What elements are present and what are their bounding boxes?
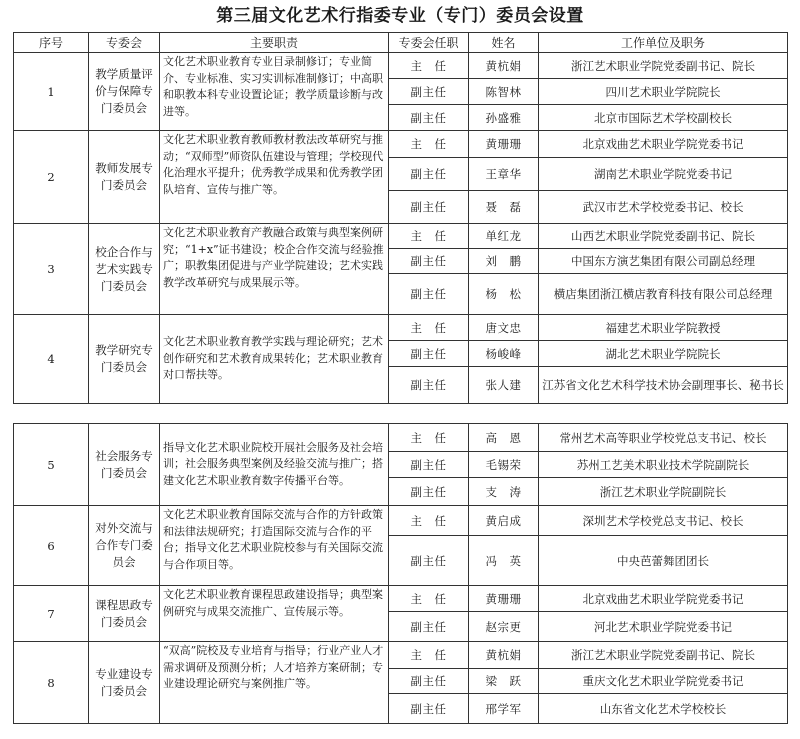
member-organization: 重庆文化艺术职业学院党委书记 xyxy=(539,669,788,694)
member-position: 主 任 xyxy=(389,424,469,452)
member-name: 黄珊珊 xyxy=(469,131,539,158)
member-name: 唐文忠 xyxy=(469,315,539,341)
committee-number: 1 xyxy=(14,53,89,131)
member-position: 副主任 xyxy=(389,158,469,191)
table-row xyxy=(14,53,788,79)
committee-name: 教学质量评价与保障专门委员会 xyxy=(89,53,160,131)
member-organization: 中央芭蕾舞团团长 xyxy=(539,536,788,586)
committee-duties: 文化艺术职业教育专业目录制修订；专业简介、专业标准、实习实训标准制修订；中高职和职教本科专业设置论证；教学质量诊断与改进等。 xyxy=(160,53,389,131)
member-name: 邢学军 xyxy=(469,694,539,724)
member-organization: 江苏省文化艺术科学技术协会副理事长、秘书长 xyxy=(539,367,788,404)
header-name: 姓名 xyxy=(469,33,539,53)
committee-name: 校企合作与艺术实践专门委员会 xyxy=(89,224,160,315)
member-name: 王章华 xyxy=(469,158,539,191)
member-position: 副主任 xyxy=(389,612,469,642)
member-position: 主 任 xyxy=(389,315,469,341)
member-position: 副主任 xyxy=(389,79,469,105)
member-position: 主 任 xyxy=(389,224,469,249)
member-name: 单红龙 xyxy=(469,224,539,249)
table-row xyxy=(14,131,788,158)
member-position: 副主任 xyxy=(389,669,469,694)
member-position: 副主任 xyxy=(389,694,469,724)
member-position: 副主任 xyxy=(389,452,469,478)
committee-number: 2 xyxy=(14,131,89,224)
member-name: 刘 鹏 xyxy=(469,249,539,274)
member-position: 主 任 xyxy=(389,131,469,158)
committee-duties: 指导文化艺术职业院校开展社会服务及社会培训；社会服务典型案例及经验交流与推广；搭建文化艺术职业教育数字传播平台等。 xyxy=(160,424,389,506)
committee-name: 教学研究专门委员会 xyxy=(89,315,160,404)
member-organization: 河北艺术职业学院党委书记 xyxy=(539,612,788,642)
member-position: 副主任 xyxy=(389,274,469,315)
committee-duties: 文化艺术职业教育课程思政建设指导；典型案例研究与成果交流推广、宣传展示等。 xyxy=(160,586,389,642)
member-name: 毛锡荣 xyxy=(469,452,539,478)
header-organization: 工作单位及职务 xyxy=(539,33,788,53)
header-duties: 主要职责 xyxy=(160,33,389,53)
member-position: 副主任 xyxy=(389,478,469,506)
member-organization: 深圳艺术学校党总支书记、校长 xyxy=(539,506,788,536)
committee-name: 专业建设专门委员会 xyxy=(89,642,160,724)
member-organization: 浙江艺术职业学院党委副书记、院长 xyxy=(539,642,788,669)
member-name: 杨峻峰 xyxy=(469,341,539,367)
member-organization: 浙江艺术职业学院党委副书记、院长 xyxy=(539,53,788,79)
table-row xyxy=(14,424,788,452)
table-row xyxy=(14,224,788,249)
member-position: 主 任 xyxy=(389,586,469,612)
member-position: 副主任 xyxy=(389,105,469,131)
committee-duties: 文化艺术职业教育产教融合政策与典型案例研究；“1+x”证书建设；校企合作交流与经验推广；职教集团促进与产业学院建设；艺术实践教学改革研究与成果展示等。 xyxy=(160,224,389,315)
member-name: 黄杭娟 xyxy=(469,53,539,79)
member-name: 聂 磊 xyxy=(469,191,539,224)
member-name: 孙盛雅 xyxy=(469,105,539,131)
member-organization: 北京市国际艺术学校副校长 xyxy=(539,105,788,131)
header-committee: 专委会 xyxy=(89,33,160,53)
committee-duties: 文化艺术职业教育国际交流与合作的方针政策和法律法规研究；打造国际交流与合作的平台；指导文化艺术职业院校参与有关国际交流与合作项目等。 xyxy=(160,506,389,586)
table-row xyxy=(14,506,788,536)
header-no: 序号 xyxy=(14,33,89,53)
member-name: 梁 跃 xyxy=(469,669,539,694)
member-name: 陈智林 xyxy=(469,79,539,105)
member-organization: 横店集团浙江横店教育科技有限公司总经理 xyxy=(539,274,788,315)
member-position: 副主任 xyxy=(389,341,469,367)
member-position: 副主任 xyxy=(389,367,469,404)
member-organization: 山西艺术职业学院党委副书记、院长 xyxy=(539,224,788,249)
member-organization: 山东省文化艺术学校校长 xyxy=(539,694,788,724)
member-name: 冯 英 xyxy=(469,536,539,586)
committee-number: 5 xyxy=(14,424,89,506)
member-position: 主 任 xyxy=(389,53,469,79)
member-name: 高 恩 xyxy=(469,424,539,452)
committee-duties: “双高”院校及专业培育与指导；行业产业人才需求调研及预测分析；人才培养方案研制；专业建设理论研究与案例推广等。 xyxy=(160,642,389,724)
table-row xyxy=(14,586,788,612)
member-organization: 浙江艺术职业学院副院长 xyxy=(539,478,788,506)
member-organization: 北京戏曲艺术职业学院党委书记 xyxy=(539,131,788,158)
member-organization: 四川艺术职业学院院长 xyxy=(539,79,788,105)
member-position: 副主任 xyxy=(389,191,469,224)
member-name: 张人建 xyxy=(469,367,539,404)
member-name: 支 涛 xyxy=(469,478,539,506)
member-position: 副主任 xyxy=(389,536,469,586)
page-title: 第三届文化艺术行指委专业（专门）委员会设置 xyxy=(216,6,584,26)
committee-name: 教师发展专门委员会 xyxy=(89,131,160,224)
committee-number: 3 xyxy=(14,224,89,315)
committee-table-part-2 xyxy=(13,423,788,724)
table-row xyxy=(14,642,788,669)
header-position: 专委会任职 xyxy=(389,33,469,53)
member-organization: 湖南艺术职业学院党委书记 xyxy=(539,158,788,191)
member-organization: 常州艺术高等职业学校党总支书记、校长 xyxy=(539,424,788,452)
member-organization: 北京戏曲艺术职业学院党委书记 xyxy=(539,586,788,612)
committee-duties: 文化艺术职业教育教学实践与理论研究；艺术创作研究和艺术教育成果转化；艺术职业教育对口帮扶等。 xyxy=(160,315,389,404)
member-organization: 湖北艺术职业学院院长 xyxy=(539,341,788,367)
committee-number: 4 xyxy=(14,315,89,404)
member-organization: 武汉市艺术学校党委书记、校长 xyxy=(539,191,788,224)
table-row xyxy=(14,315,788,341)
member-organization: 中国东方演艺集团有限公司副总经理 xyxy=(539,249,788,274)
committee-table-part-1 xyxy=(13,32,788,404)
committee-number: 8 xyxy=(14,642,89,724)
committee-duties: 文化艺术职业教育教师教材教法改革研究与推动；“双师型”师资队伍建设与管理；学校现代化治理水平提升；优秀教学成果和优秀教学团队培育、宣传与推广等。 xyxy=(160,131,389,224)
committee-number: 7 xyxy=(14,586,89,642)
member-name: 赵宗更 xyxy=(469,612,539,642)
committee-name: 对外交流与合作专门委员会 xyxy=(89,506,160,586)
member-name: 黄杭娟 xyxy=(469,642,539,669)
committee-name: 课程思政专门委员会 xyxy=(89,586,160,642)
committee-name: 社会服务专门委员会 xyxy=(89,424,160,506)
member-name: 杨 松 xyxy=(469,274,539,315)
member-position: 主 任 xyxy=(389,506,469,536)
member-name: 黄珊珊 xyxy=(469,586,539,612)
member-organization: 苏州工艺美术职业技术学院副院长 xyxy=(539,452,788,478)
member-position: 副主任 xyxy=(389,249,469,274)
member-name: 黄启成 xyxy=(469,506,539,536)
member-position: 主 任 xyxy=(389,642,469,669)
member-organization: 福建艺术职业学院教授 xyxy=(539,315,788,341)
committee-number: 6 xyxy=(14,506,89,586)
